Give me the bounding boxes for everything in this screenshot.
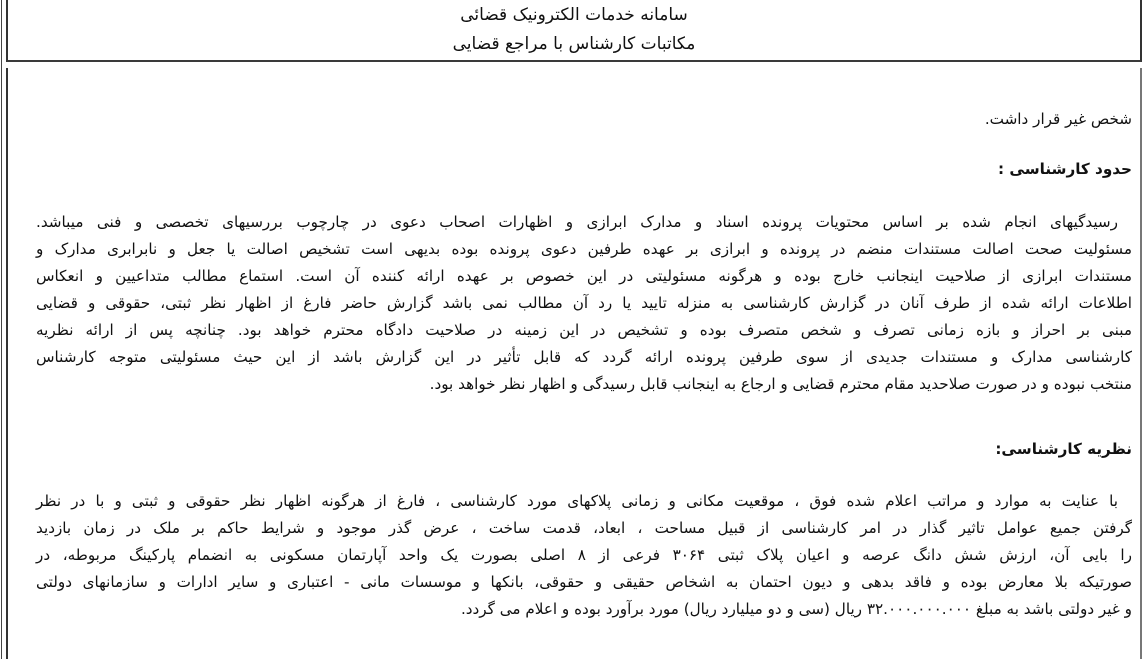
correspondence-title: مکاتبات کارشناس با مراجع قضایی (452, 34, 696, 54)
paragraph-line: منتخب نبوده و در صورت صلاحدید مقام محترم قضایی و ارجاع به اینجانب قابل رسیدگی و اظهار نظر خواهد بود. (429, 375, 1132, 393)
section-heading-expert-opinion: نظریه کارشناسی: (995, 440, 1132, 458)
paragraph-line: مستندات ابرازی از صلاحیت اینجانب خارج بوده و هرگونه مسئولیتی در این خصوص بر عهده ارائه کننده آن است. استماع مطالب متداعیین و انعکاس (36, 267, 1132, 285)
paragraph-line: رسیدگیهای انجام شده بر اساس محتویات پرونده اسناد و مدارک ابرازی و اظهارات اصحاب دعوی در چارچوب بررسیهای تخصصی و فنی میباشد. (36, 213, 1118, 231)
page-left-border (1, 0, 2, 659)
paragraph-line: مبنی بر احراز و بازه زمانی تصرف و شخص متصرف بوده و تشخیص در این زمینه در صلاحیت دادگاه محترم خواهد بود. چنانچه پس از ارائه نظریه (36, 321, 1132, 339)
opinion-line: را بایی آن، ارزش شش دانگ عرصه و اعیان پلاک ثبتی ۳۰۶۴ فرعی از ۸ اصلی بصورت یک واحد آپارتمان مسکونی به انضمام پارکینگ مربوطه، در (36, 546, 1132, 564)
opinion-line-valuation: و غیر دولتی باشد به مبلغ ۳۲.۰۰۰.۰۰۰.۰۰۰ ریال (سی و دو میلیارد ریال) مورد برآورد بوده و اعلام می گردد. (460, 600, 1132, 618)
opinion-line: گرفتن جمیع عوامل تاثیر گذار در امر کارشناسی از قبیل مساحت ، ابعاد، قدمت ساخت ، عرض گذر موجود و شرایط حاکم بر ملک در زمان بازدید (36, 519, 1132, 537)
opinion-line: صورتیکه بلا معارض بوده و فاقد بدهی و دیون احتمان به اشخاص حقیقی و حقوقی، بانکها و موسسات مانی - اعتباری و سایر ادارات و سازمانهای دولتی (36, 573, 1132, 591)
intro-line: شخص غیر قرار داشت. (984, 110, 1132, 128)
system-title: سامانه خدمات الکترونیک قضائی (460, 5, 688, 25)
document-header (6, 0, 1142, 62)
paragraph-line: اطلاعات ارائه شده از طرف آنان در گزارش کارشناسی به منزله تایید یا رد آن مطالب نمی باشد گزارش حاضر فارغ از اظهار نظر ثبتی، حقوقی و قضایی (36, 294, 1132, 312)
paragraph-line: کارشناسی مدارک و مستندات جدیدی از سوی طرفین پرونده ارائه گردد که قابل تأثیر در این گزارش باشد از این حیث مسئولیتی متوجه کارشناس (36, 348, 1132, 366)
section-heading-expert-scope: حدود کارشناسی : (997, 160, 1132, 178)
document-body (6, 68, 1142, 659)
paragraph-line: مسئولیت صحت اصالت مستندات منضم در پرونده و ابرازی بر عهده طرفین دعوی پرونده بوده بدیهی است تشخیص اصالت یا جعل و نابرابری مدارک و (36, 240, 1132, 258)
opinion-line: با عنایت به موارد و مراتب اعلام شده فوق ، موقعیت مکانی و زمانی پلاکهای مورد کارشناسی ، فارغ از هرگونه اظهار نظر حقوقی و ثبتی و با در نظر (36, 492, 1118, 510)
